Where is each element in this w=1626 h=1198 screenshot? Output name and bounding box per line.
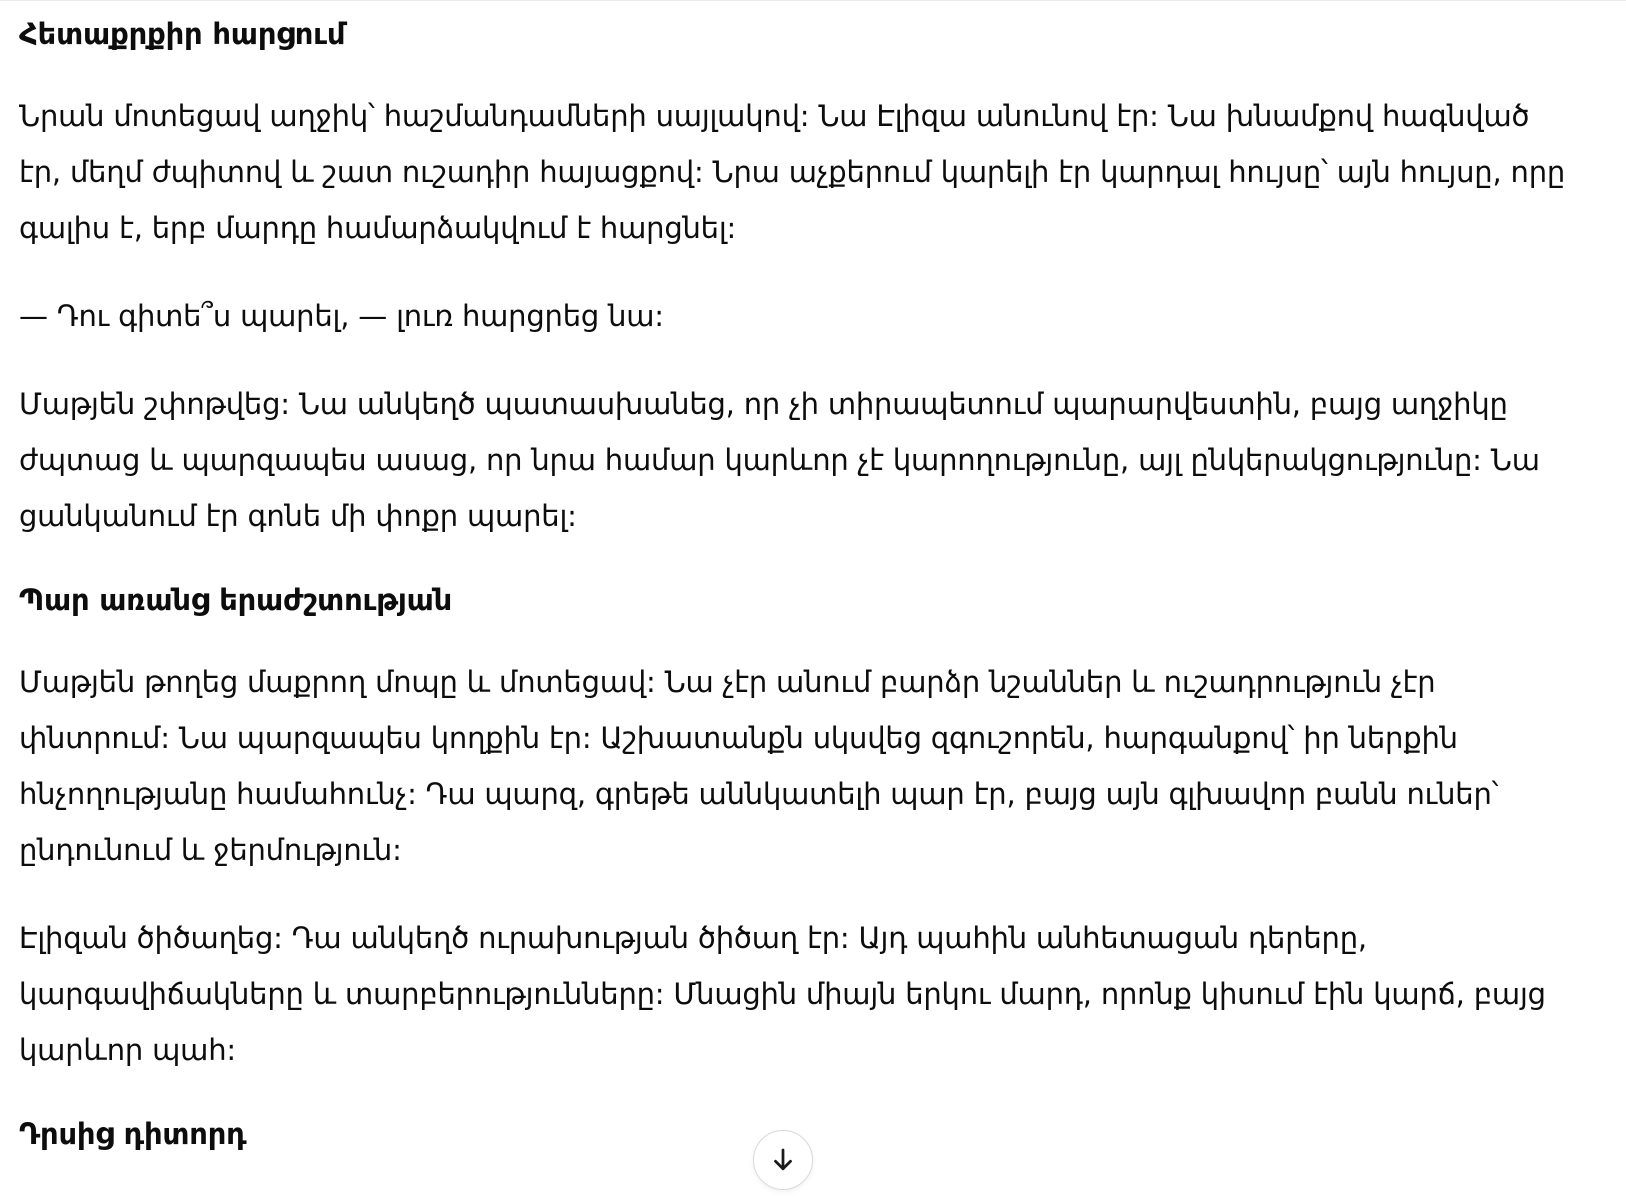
section-heading: Հետաքրքիր հարցում — [19, 17, 346, 51]
article-body — [19, 14, 1579, 1154]
section-heading: Պար առանց երաժշտության — [19, 583, 453, 617]
scroll-to-bottom-button[interactable] — [753, 1130, 813, 1190]
paragraph: Մաթյեն շփոթվեց: Նա անկեղծ պատասխանեց, որ չի տիրապետում պարարվեստին, բայց աղջիկը ժպտաց և պարզապես ասաց, որ նրա համար կարևոր չէ կարողությունը, այլ ընկերակցությունը: Նա ցանկանում էր գոնե մի փոքր պարել: — [19, 387, 1540, 533]
paragraph: Մաթյեն թողեց մաքրող մոպը և մոտեցավ: Նա չէր անում բարձր նշաններ և ուշադրություն չէր փնտրում: Նա պարզապես կողքին էր: Աշխատանքն սկսվեց զգուշորեն, հարգանքով՝ իր ներքին հնչողությանը համահունչ: Դա պարզ, գրեթե աննկատելի պար էր, բայց այն գլխավոր բանն ուներ՝ ընդունում և ջերմություն: — [19, 665, 1499, 867]
section-heading: Դրսից դիտորդ — [19, 1117, 247, 1151]
paragraph: Էլիզան ծիծաղեց: Դա անկեղծ ուրախության ծիծաղ էր: Այդ պահին անհետացան դերերը, կարգավիճակները և տարբերությունները: Մնացին միայն երկու մարդ, որոնք կիսում էին կարճ, բայց կարևոր պահ: — [19, 921, 1546, 1067]
paragraph: Նրան մոտեցավ աղջիկ՝ հաշմանդամների սայլակով: Նա Էլիզա անունով էր: Նա խնամքով հագնված էր, մեղմ ժպիտով և շատ ուշադիր հայացքով: Նրա աչքերում կարելի էր կարդալ հույսը՝ այն հույսը, որը գալիս է, երբ մարդը համարձակվում է հարցնել: — [19, 99, 1566, 245]
paragraph: — Դու գիտե՞ս պարել, — լուռ հարցրեց նա: — [19, 299, 664, 333]
arrow-down-icon — [768, 1145, 798, 1175]
top-divider — [0, 0, 1626, 3]
